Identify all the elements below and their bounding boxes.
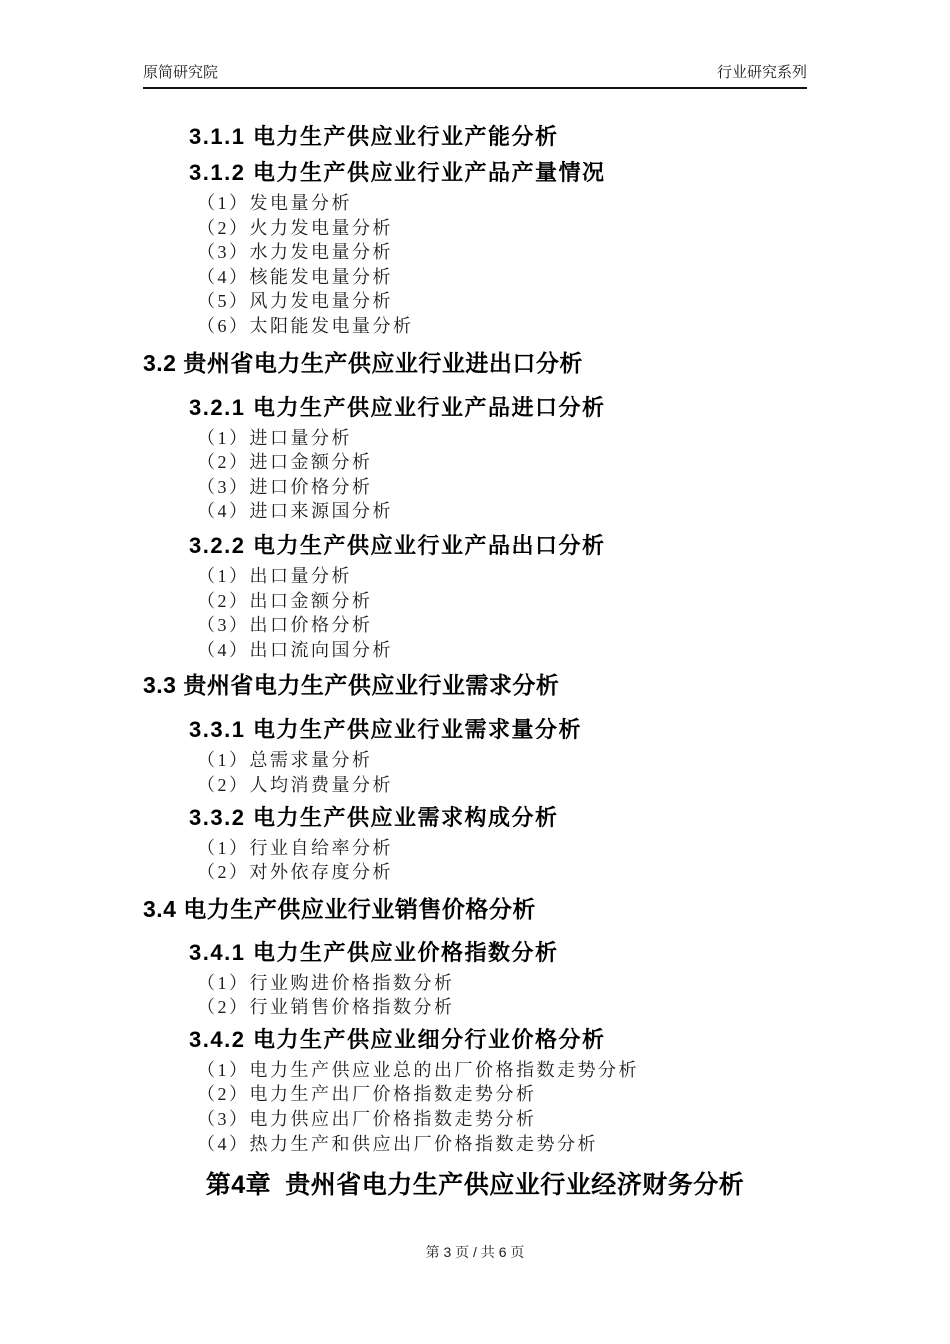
toc-subsection-3-4-1: 3.4.1 电力生产供应业价格指数分析 — [189, 939, 559, 965]
toc-item: （2）出口金额分析 — [197, 590, 373, 611]
toc-item: （2）进口金额分析 — [197, 452, 373, 473]
page-number: 第 3 页 / 共 6 页 — [425, 1244, 525, 1260]
page-footer — [0, 1242, 950, 1262]
page-header — [143, 0, 807, 89]
toc-item: （4）热力生产和供应出厂价格指数走势分析 — [197, 1133, 598, 1154]
toc-item: （4）核能发电量分析 — [197, 266, 393, 287]
toc-item: （2）行业销售价格指数分析 — [197, 997, 455, 1018]
toc-item: （2）对外依存度分析 — [197, 862, 393, 883]
toc-subsection-3-1-1: 3.1.1 电力生产供应业行业产能分析 — [189, 124, 559, 149]
toc-subsection-3-4-2: 3.4.2 电力生产供应业细分行业价格分析 — [189, 1026, 606, 1052]
chapter-heading — [143, 1165, 807, 1205]
toc-item: （1）发电量分析 — [197, 193, 352, 213]
toc-item: （1）行业自给率分析 — [197, 837, 393, 858]
toc-item: （3）出口价格分析 — [197, 615, 373, 636]
toc-subsection-3-2-1: 3.2.1 电力生产供应业行业产品进口分析 — [189, 394, 606, 420]
toc-subsection-3-2-2: 3.2.2 电力生产供应业行业产品出口分析 — [189, 532, 606, 558]
toc-item: （1）出口量分析 — [197, 565, 352, 586]
toc-content — [143, 119, 807, 1205]
toc-item: （1）总需求量分析 — [197, 750, 373, 771]
toc-item: （3）进口价格分析 — [197, 476, 373, 497]
toc-subsection-3-3-1: 3.3.1 电力生产供应业行业需求量分析 — [189, 717, 583, 743]
toc-item: （4）进口来源国分析 — [197, 501, 393, 522]
toc-item: （4）出口流向国分析 — [197, 639, 393, 660]
series-label: 行业研究系列 — [716, 64, 807, 81]
toc-item: （5）风力发电量分析 — [197, 291, 393, 312]
chapter-title: 贵州省电力生产供应业行业经济财务分析 — [285, 1171, 745, 1200]
toc-section-3-2: 3.2 贵州省电力生产供应业行业进出口分析 — [143, 349, 583, 376]
toc-item: （2）电力生产出厂价格指数走势分析 — [197, 1084, 537, 1105]
toc-subsection-3-1-2: 3.1.2 电力生产供应业行业产品产量情况 — [189, 160, 606, 185]
toc-subsection-3-3-2: 3.3.2 电力生产供应业需求构成分析 — [189, 804, 559, 830]
toc-item: （2）人均消费量分析 — [197, 774, 393, 795]
toc-item: （6）太阳能发电量分析 — [197, 315, 414, 336]
toc-section-3-4: 3.4 电力生产供应业行业销售价格分析 — [143, 895, 536, 922]
chapter-number: 第4章 — [205, 1171, 272, 1200]
toc-item: （3）水力发电量分析 — [197, 242, 393, 263]
toc-item: （1）电力生产供应业总的出厂价格指数走势分析 — [197, 1059, 639, 1080]
toc-item: （3）电力供应出厂价格指数走势分析 — [197, 1109, 537, 1130]
toc-item: （1）行业购进价格指数分析 — [197, 972, 455, 993]
toc-item: （2）火力发电量分析 — [197, 217, 393, 238]
toc-section-3-3: 3.3 贵州省电力生产供应业行业需求分析 — [143, 672, 560, 699]
report-org-name: 原简研究院 — [143, 64, 219, 81]
toc-item: （1）进口量分析 — [197, 427, 352, 448]
